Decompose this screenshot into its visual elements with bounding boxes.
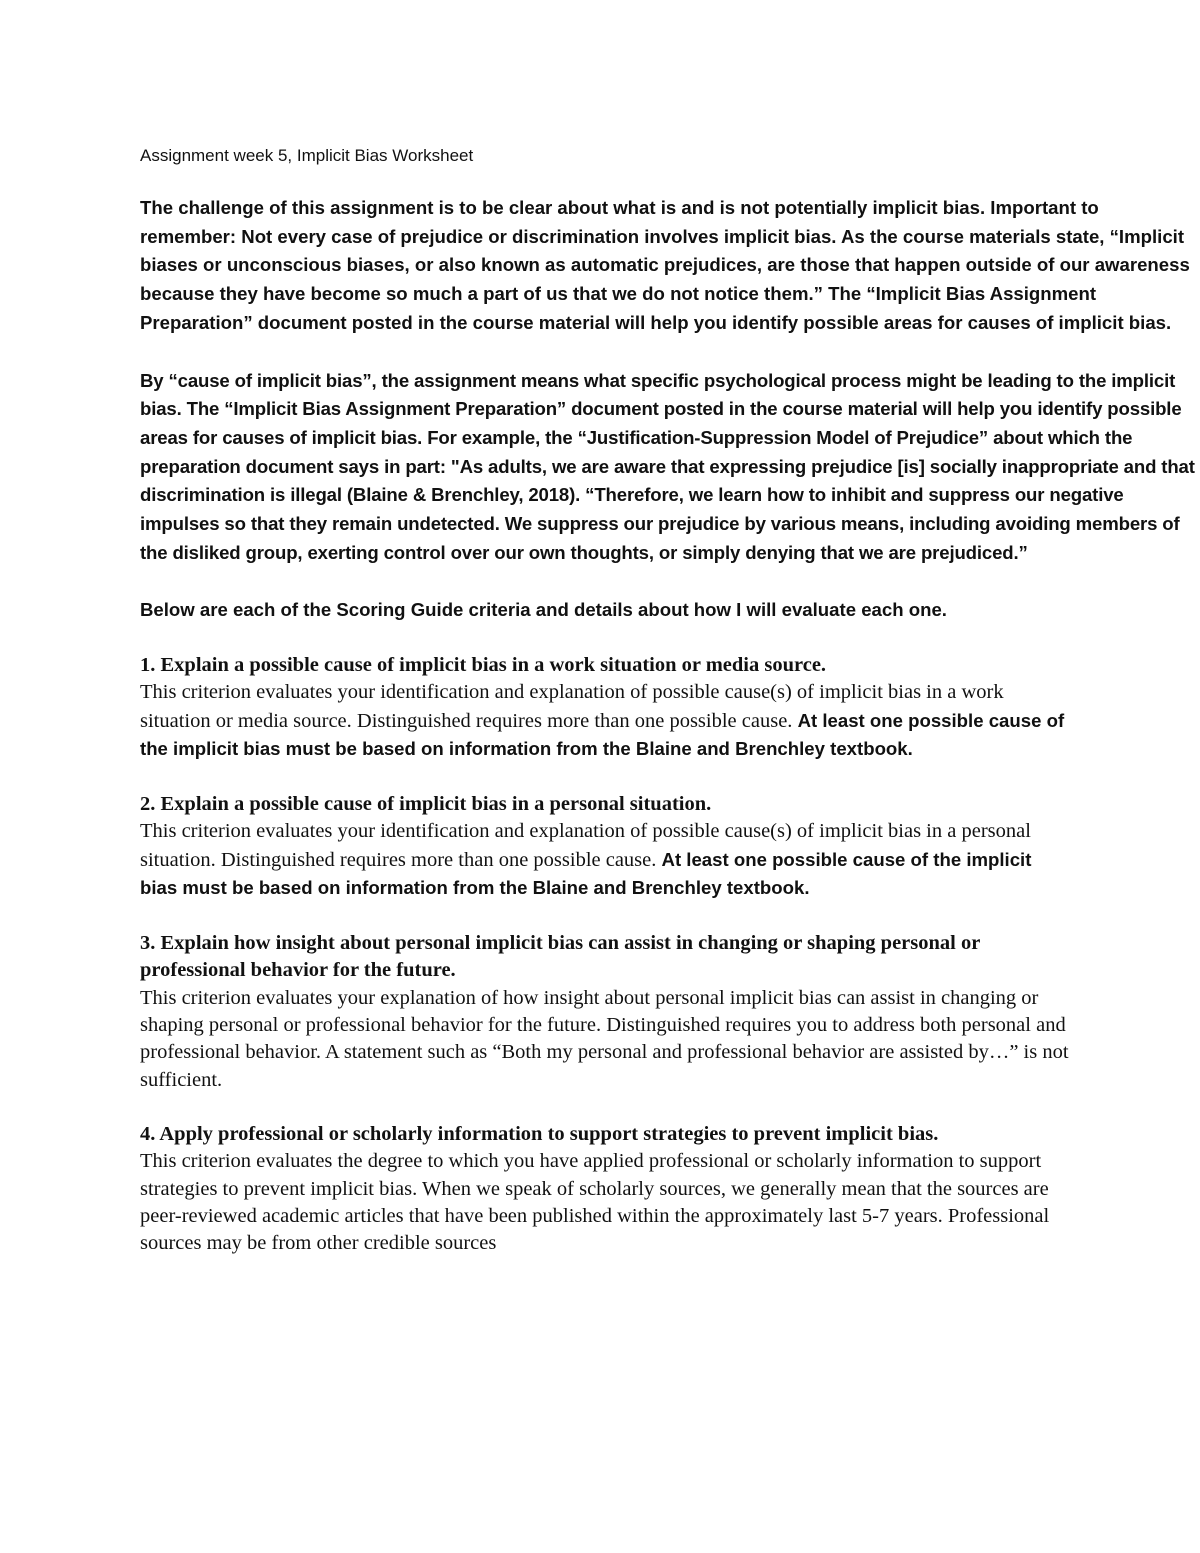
example-paragraph: By “cause of implicit bias”, the assignment means what specific psychological process might be leading to the implicit bias. The “Implicit Bias Assignment Preparation” document posted in the course material will help you identify possible areas for causes of implicit bias. For example, the “Justification-Suppression Model of Prejudice” about which the preparation document says in part: "As adults, we are aware that expressing prejudice [is] socially inappropriate and that discrimination is illegal (Blaine & Brenchley, 2018). “Therefore, we learn how to inhibit and suppress our negative impulses so that they remain undetected. We suppress our prejudice by various means, including avoiding members of the disliked group, exerting control over our own thoughts, or simply denying that we are prejudiced.” <box>140 369 1195 563</box>
criterion-heading: 1. Explain a possible cause of implicit bias in a work situation or media source. <box>140 654 827 677</box>
criterion-4 <box>140 1121 1085 1257</box>
intro-paragraph: The challenge of this assignment is to be clear about what is and is not potentially implicit bias. Important to remember: Not every case of prejudice or discrimination involves implicit bias. As the course materials state, “Implicit biases or unconscious biases, or also known as automatic prejudices, are those that happen outside of our awareness because they have become so much a part of us that we do not notice them.” The “Implicit Bias Assignment Preparation” document posted in the course material will help you identify possible areas for causes of implicit bias. <box>140 197 1190 333</box>
document-title: Assignment week 5, Implicit Bias Worksheet <box>140 146 474 165</box>
criterion-description: This criterion evaluates your identification and explanation of possible cause(s) of implicit bias in a personal situation. Distinguished requires more than one possible cause. <box>140 820 1031 871</box>
scoring-guide-intro: Below are each of the Scoring Guide criteria and details about how I will evaluate each one. <box>140 599 947 621</box>
criterion-description: This criterion evaluates your explanation of how insight about personal implicit bias can assist in changing or shaping personal or professional behavior for the future. Distinguished requires you to address both personal and professional behavior. A statement such as “Both my personal and professional behavior are assisted by…” is not sufficient. <box>140 986 1069 1091</box>
criterion-requirement: At least one possible cause of the implicit bias must be based on information from the Blaine and Brenchley textbook. <box>140 848 1032 899</box>
criterion-requirement: At least one possible cause of the implicit bias must be based on information from the Blaine and Brenchley textbook. <box>140 709 1065 760</box>
criterion-body <box>140 679 1070 764</box>
document-page <box>140 141 1200 1284</box>
criterion-2 <box>140 791 1070 903</box>
criterion-description: This criterion evaluates your identification and explanation of possible cause(s) of implicit bias in a work situation or media source. Distinguished requires more than one possible cause. <box>140 681 1004 732</box>
criterion-heading: 3. Explain how insight about personal implicit bias can assist in changing or shaping personal or professional behavior for the future. <box>140 932 980 982</box>
criterion-body <box>140 818 1070 903</box>
criterion-heading: 2. Explain a possible cause of implicit bias in a personal situation. <box>140 793 712 816</box>
criterion-3 <box>140 930 1070 1094</box>
criterion-1 <box>140 652 1070 764</box>
criterion-heading: 4. Apply professional or scholarly information to support strategies to prevent implicit bias. <box>140 1122 939 1145</box>
criterion-description: This criterion evaluates the degree to which you have applied professional or scholarly information to support strategies to prevent implicit bias. When we speak of scholarly sources, we generally mean that the sources are peer-reviewed academic articles that have been published within the approximately last 5-7 years. Professional sources may be from other credible sources <box>140 1150 1050 1255</box>
